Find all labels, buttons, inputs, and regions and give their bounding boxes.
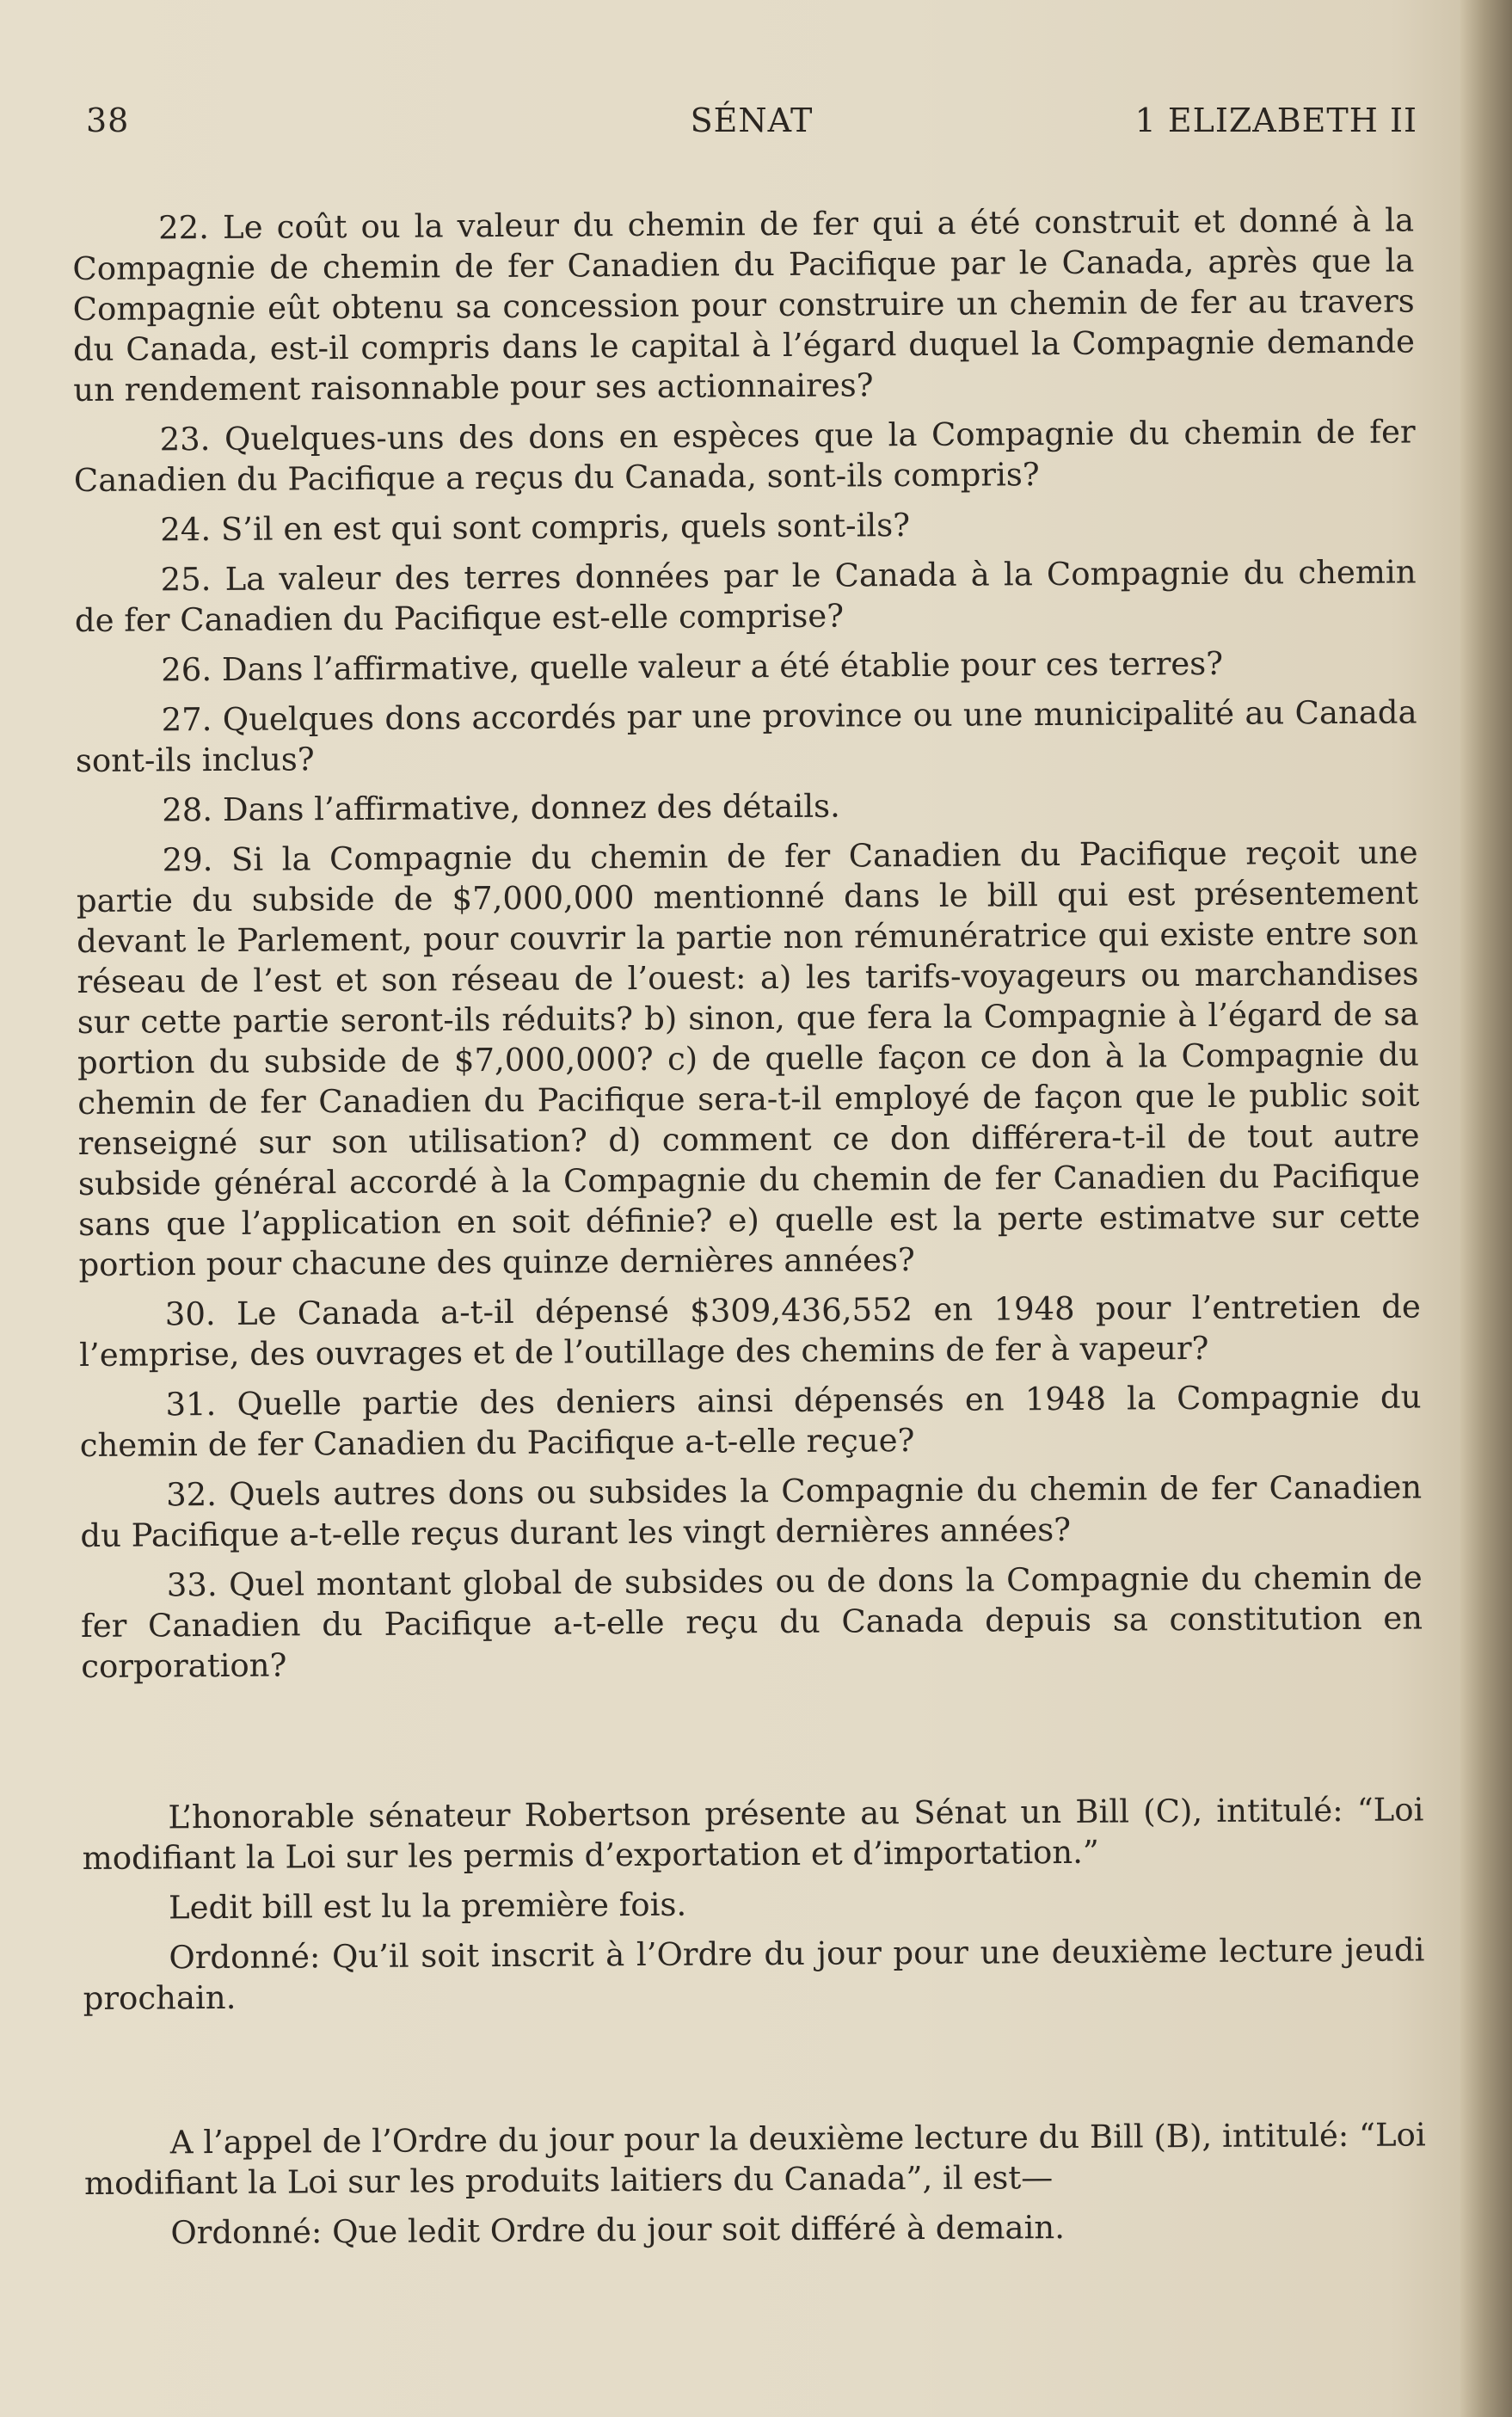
question-27: 27. Quelques dons accordés par une province ou une municipalité au Canada sont-ils inclus? (75, 693, 1417, 779)
bill-c-presentation: L’honorable sénateur Robertson présente au Sénat un Bill (C), intitulé: “Loi modifiant la Loi sur les permis d’exportation et d’importation.” (82, 1791, 1424, 1877)
question-31: 31. Quelle partie des deniers ainsi dépensés en 1948 la Compagnie du chemin de fer Canadien du Pacifique a-t-elle reçue? (79, 1378, 1422, 1464)
question-30: 30. Le Canada a-t-il dépensé $309,436,552 en 1948 pour l’entretien de l’emprise, des ouvrages et de l’outillage des chemins de fer à vapeur? (79, 1288, 1421, 1374)
question-25: 25. La valeur des terres données par le Canada à la Compagnie du chemin de fer Canadien du Pacifique est-elle comprise? (74, 553, 1417, 639)
page-number: 38 (86, 101, 130, 139)
running-title: SÉNAT (690, 101, 814, 139)
question-22: 22. Le coût ou la valeur du chemin de fer qui a été construit et donné à la Compagnie de chemin de fer Canadien du Pacifique par le Canada, après que la Compagnie eût obtenu sa concession pour construire un chemin de fer au travers du Canada, est-il compris dans le capital à l’égard duquel la Compagnie demande un rendement raisonnable pour ses actionnaires? (72, 201, 1416, 409)
question-28: 28. Dans l’affirmative, donnez des détails. (162, 787, 840, 829)
bill-c-first-reading: Ledit bill est lu la première fois. (168, 1885, 687, 1927)
bill-b-order: Ordonné: Que ledit Ordre du jour soit différé à demain. (170, 2208, 1066, 2252)
section-spacer (82, 1688, 1424, 1798)
question-29: 29. Si la Compagnie du chemin de fer Canadien du Pacifique reçoit une partie du subside de $7,000,000 mentionné dans le bill qui est présentement devant le Parlement, pour couvrir la partie non rémunératrice qui existe entre son réseau de l’est et son réseau de l’ouest: a) les tarifs-voyageurs ou marchandises sur cette partie seront-ils réduits? b) sinon, que fera la Compagnie à l’égard de sa portion du subside de $7,000,000? c) de quelle façon ce don à la Compagnie du chemin de fer Canadien du Pacifique sera-t-il employé de façon que le public soit renseigné sur son utilisation? d) comment ce don différera-t-il de tout autre subside général accordé à la Compagnie du chemin de fer Canadien du Pacifique sans que l’application en soit définie? e) quelle est la perte estimatve sur cette portion pour chacune des quinze dernières années? (76, 833, 1421, 1283)
question-33: 33. Quel montant global de subsides ou de dons la Compagnie du chemin de fer Canadien du Pacifique a-t-elle reçu du Canada depuis sa constitution en corporation? (80, 1559, 1423, 1685)
page-body (72, 200, 1427, 2262)
question-32: 32. Quels autres dons ou subsides la Compagnie du chemin de fer Canadien du Pacifique a-t-elle reçus durant les vingt dernières années? (80, 1468, 1423, 1554)
book-binding-edge (1460, 0, 1512, 2417)
regnal-year: 1 ELIZABETH II (1134, 101, 1417, 139)
question-23: 23. Quelques-uns des dons en espèces que la Compagnie du chemin de fer Canadien du Pacifique a reçus du Canada, sont-ils compris? (73, 413, 1416, 499)
section-spacer (83, 2020, 1426, 2123)
question-26: 26. Dans l’affirmative, quelle valeur a été établie pour ces terres? (161, 644, 1224, 689)
page-header (86, 101, 1417, 145)
question-24: 24. S’il en est qui sont compris, quels sont-ils? (160, 507, 911, 549)
bill-c-order: Ordonné: Qu’il soit inscrit à l’Ordre du jour pour une deuxième lecture jeudi prochain. (83, 1931, 1425, 2017)
bill-b-call: A l’appel de l’Ordre du jour pour la deuxième lecture du Bill (B), intitulé: “Loi modifiant la Loi sur les produits laitiers du Canada”, il est— (83, 2116, 1426, 2202)
